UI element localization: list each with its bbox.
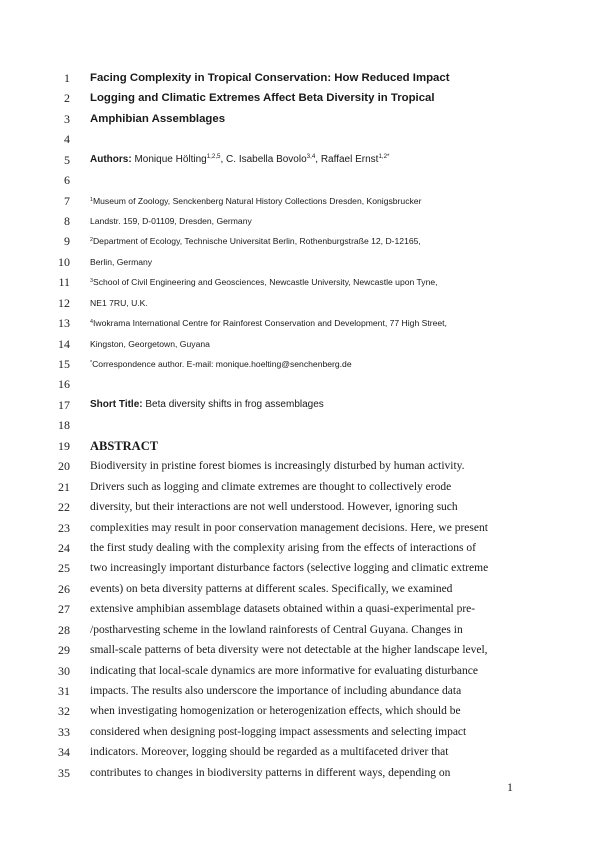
line-number: 7: [64, 193, 70, 208]
line-text: [90, 334, 210, 354]
line-text: [90, 231, 421, 251]
line-number: 9: [64, 234, 70, 249]
manuscript-line: [0, 436, 595, 456]
text-run: , C. Isabella Bovolo: [220, 153, 307, 165]
manuscript-line: [0, 334, 595, 354]
text-run: Kingston, Georgetown, Guyana: [90, 338, 210, 349]
text-run: Amphibian Assemblages: [90, 112, 226, 125]
line-text: [90, 763, 450, 783]
manuscript-line: [0, 681, 595, 701]
text-run: ABSTRACT: [90, 438, 159, 453]
line-text: [90, 211, 252, 231]
line-text: [90, 701, 461, 721]
line-number: 13: [58, 316, 70, 331]
text-run: Facing Complexity in Tropical Conservation: How Reduced Impact: [90, 72, 450, 84]
line-number: 14: [58, 336, 70, 351]
text-run: , Raffael Ernst: [315, 153, 379, 165]
text-run: impacts. The results also underscore the importance of including abundance data: [90, 684, 462, 697]
manuscript-line: [0, 68, 595, 88]
manuscript-line: [0, 211, 595, 231]
line-text: [90, 395, 324, 415]
line-number: 6: [64, 173, 70, 188]
text-run: Department of Ecology, Technische Universitat Berlin, Rothenburgstraße 12, D-12165,: [92, 236, 421, 247]
text-run: Logging and Climatic Extremes Affect Beta Diversity in Tropical: [90, 92, 435, 105]
line-number: 17: [58, 397, 70, 412]
superscript: 1,2*: [378, 153, 390, 161]
manuscript-line: [0, 415, 595, 435]
text-run: Landstr. 159, D-01109, Dresden, Germany: [90, 216, 252, 226]
manuscript-line: [0, 252, 595, 272]
manuscript-line: [0, 88, 595, 108]
text-run: the first study dealing with the complexity arising from the effects of interactions of: [90, 541, 476, 554]
line-number: 23: [58, 520, 70, 535]
text-run: /postharvesting scheme in the lowland rainforests of Central Guyana. Changes in: [90, 623, 463, 636]
manuscript-line: [0, 722, 595, 742]
line-number: 19: [58, 438, 70, 453]
line-text: [90, 354, 352, 374]
line-text: [90, 681, 461, 701]
text-run: extensive amphibian assemblage datasets obtained within a quasi-experimental pre-: [90, 603, 476, 616]
line-number: 10: [58, 254, 70, 269]
line-number: 2: [64, 91, 70, 106]
manuscript-line: [0, 558, 595, 578]
manuscript-line: [0, 518, 595, 538]
manuscript-line: [0, 538, 595, 558]
line-text: [90, 293, 148, 313]
manuscript-line: [0, 620, 595, 640]
manuscript-line: [0, 293, 595, 313]
line-text: [90, 191, 421, 211]
line-number: 21: [58, 479, 70, 494]
line-text: [90, 742, 448, 762]
manuscript-line: [0, 742, 595, 762]
line-number: 20: [58, 459, 70, 474]
manuscript-line: [0, 191, 595, 211]
manuscript-line: [0, 272, 595, 292]
manuscript-line: [0, 374, 595, 394]
line-number: 8: [64, 214, 70, 228]
text-run: NE1 7RU, U.K.: [90, 297, 148, 308]
text-run: Correspondence author. E-mail: monique.hoelting@senchenberg.de: [92, 359, 352, 369]
line-number: 18: [58, 418, 70, 433]
text-run: Museum of Zoology, Senckenberg Natural History Collections Dresden, Konigsbrucker: [92, 195, 422, 206]
text-run: Berlin, Germany: [90, 256, 153, 267]
line-text: [90, 518, 488, 538]
line-text: [90, 68, 450, 88]
manuscript-line: [0, 701, 595, 721]
text-run: Monique Hölting: [134, 153, 207, 165]
superscript: 1,2,5: [206, 153, 221, 161]
line-number: 3: [64, 111, 70, 126]
text-run: small-scale patterns of beta diversity were not detectable at the higher landscape level,: [90, 644, 488, 656]
manuscript-line: [0, 661, 595, 681]
line-number: 35: [58, 765, 70, 780]
line-text: [90, 558, 488, 578]
text-run: Beta diversity shifts in frog assemblages: [145, 398, 324, 410]
text-run: when investigating homogenization or heterogenization effects, which should be: [90, 705, 461, 718]
line-text: [90, 109, 225, 129]
manuscript-line: [0, 579, 595, 599]
superscript: 2: [90, 237, 93, 244]
line-number: 12: [58, 295, 70, 310]
manuscript-line: [0, 231, 595, 251]
line-number: 29: [58, 643, 70, 657]
text-run: Short Title:: [90, 398, 146, 410]
line-text: [90, 252, 152, 272]
text-run: diversity, but their interactions are not well understood. However, ignoring such: [90, 501, 458, 513]
manuscript-line: [0, 354, 595, 374]
line-text: [90, 150, 389, 170]
superscript: 4: [90, 319, 93, 326]
line-text: [90, 661, 478, 681]
text-run: events) on beta diversity patterns at different scales. Specifically, we examined: [90, 582, 453, 595]
manuscript-line: [0, 129, 595, 149]
text-run: contributes to changes in biodiversity patterns in different ways, depending on: [90, 766, 451, 779]
manuscript-line: [0, 456, 595, 476]
line-number: 11: [58, 275, 70, 290]
line-text: [90, 313, 447, 333]
superscript: 3: [90, 278, 93, 285]
line-text: [90, 620, 463, 640]
line-number: 33: [58, 724, 70, 739]
line-number: 27: [58, 602, 70, 617]
text-run: Biodiversity in pristine forest biomes is increasingly disturbed by human activity.: [90, 460, 465, 473]
text-run: indicators. Moreover, logging should be regarded as a multifaceted driver that: [90, 746, 449, 759]
text-run: School of Civil Engineering and Geosciences, Newcastle University, Newcastle upon Tyne,: [92, 277, 438, 288]
text-run: indicating that local-scale dynamics are more informative for evaluating disturbance: [90, 664, 478, 677]
superscript: *: [90, 360, 93, 367]
line-text: [90, 640, 488, 660]
line-number: 4: [64, 132, 70, 147]
manuscript-line: [0, 599, 595, 619]
text-run: considered when designing post-logging impact assessments and selecting impact: [90, 725, 467, 738]
manuscript-line: [0, 477, 595, 497]
line-number: 1: [64, 71, 70, 85]
line-text: [90, 272, 438, 292]
line-number: 30: [58, 663, 70, 678]
line-number: 5: [64, 152, 70, 167]
line-number: 28: [58, 622, 70, 637]
line-number: 34: [58, 745, 70, 760]
manuscript-line: [0, 109, 595, 129]
line-number: 25: [58, 561, 70, 576]
manuscript-line: [0, 150, 595, 170]
manuscript-line: [0, 395, 595, 415]
line-text: [90, 477, 451, 497]
manuscript-line: [0, 497, 595, 517]
line-number: 15: [58, 357, 70, 371]
line-text: [90, 436, 158, 456]
line-text: [90, 599, 475, 619]
text-run: complexities may result in poor conservation management decisions. Here, we present: [90, 521, 488, 534]
line-text: [90, 497, 458, 517]
text-run: Iwokrama International Centre for Rainforest Conservation and Development, 77 High Street,: [92, 318, 447, 329]
line-text: [90, 456, 465, 476]
line-number: 26: [58, 581, 70, 596]
text-run: Authors:: [90, 153, 135, 165]
line-text: [90, 722, 466, 742]
page-number: 1: [507, 780, 513, 794]
manuscript-line: [0, 640, 595, 660]
text-run: Drivers such as logging and climate extremes are thought to collectively erode: [90, 480, 452, 493]
line-number: 31: [58, 683, 70, 698]
manuscript-line: [0, 170, 595, 190]
line-text: [90, 88, 435, 108]
line-number: 22: [58, 500, 70, 514]
text-run: two increasingly important disturbance factors (selective logging and climatic extreme: [90, 562, 489, 575]
superscript: 1: [90, 196, 93, 203]
superscript: 3,4: [306, 153, 316, 161]
line-number: 32: [58, 704, 70, 719]
manuscript-line: [0, 313, 595, 333]
line-number: 16: [58, 377, 70, 392]
line-text: [90, 579, 452, 599]
line-text: [90, 538, 476, 558]
line-number: 24: [58, 540, 70, 555]
